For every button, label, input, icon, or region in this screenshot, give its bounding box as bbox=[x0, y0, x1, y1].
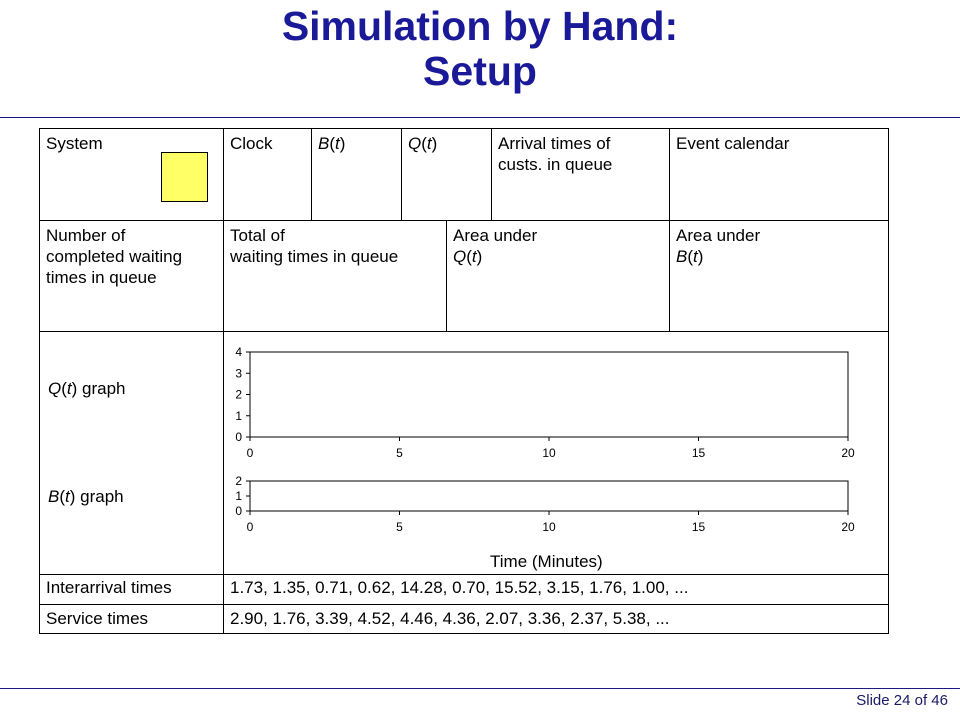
b-graph-y-tick-label: 1 bbox=[235, 489, 242, 503]
q-graph-x-tick-label: 20 bbox=[841, 446, 855, 460]
q-graph-y-tick-label: 2 bbox=[235, 387, 242, 402]
service-label: Service times bbox=[46, 609, 149, 628]
total-waiting-label: Total of waiting times in queue bbox=[230, 226, 399, 266]
q-graph-plot-area bbox=[250, 352, 848, 437]
q-graph-label: Q(t) graph bbox=[48, 379, 126, 398]
q-graph-x-tick-label: 10 bbox=[542, 446, 556, 460]
q-graph-y-tick-label: 0 bbox=[235, 430, 242, 444]
system-server-box bbox=[161, 152, 208, 202]
row-divider bbox=[40, 574, 888, 575]
event-calendar-label: Event calendar bbox=[676, 134, 790, 153]
area-under-q-label: Area under Q(t) bbox=[453, 226, 538, 266]
b-graph-plot-area bbox=[250, 481, 848, 511]
completed-waiting-label: Number of completed waiting times in queue bbox=[46, 226, 183, 287]
qt-label: Q(t) bbox=[408, 134, 438, 153]
arrival-times-label: Arrival times of custs. in queue bbox=[498, 134, 613, 174]
q-graph-x-tick-label: 0 bbox=[246, 446, 254, 460]
b-graph-x-tick-label: 10 bbox=[542, 520, 556, 534]
clock-label: Clock bbox=[230, 134, 273, 153]
bt-label: B(t) bbox=[318, 134, 346, 153]
slide-title-line1: Simulation by Hand: bbox=[281, 3, 679, 49]
q-graph-y-tick-label: 3 bbox=[235, 366, 242, 381]
b-graph-x-tick-label: 0 bbox=[246, 520, 254, 534]
b-graph-label: B(t) graph bbox=[48, 487, 124, 506]
footer-divider bbox=[0, 688, 960, 689]
time-axis-label: Time (Minutes) bbox=[490, 552, 603, 571]
area-under-b-label: Area under B(t) bbox=[676, 226, 761, 266]
service-values: 2.90, 1.76, 3.39, 4.52, 4.46, 4.36, 2.07, 3.36, 2.37, 5.38, ... bbox=[230, 609, 670, 628]
interarrival-label: Interarrival times bbox=[46, 578, 172, 597]
q-graph-y-tick-label: 4 bbox=[235, 345, 242, 359]
b-graph-x-tick-label: 5 bbox=[396, 520, 403, 534]
slide-title bbox=[0, 4, 960, 94]
slide-number: Slide 24 of 46 bbox=[856, 692, 948, 709]
q-graph-x-tick-label: 15 bbox=[691, 446, 706, 460]
col-divider bbox=[223, 574, 224, 634]
slide-title-line2: Setup bbox=[423, 48, 537, 94]
title-divider bbox=[0, 117, 960, 118]
interarrival-values: 1.73, 1.35, 0.71, 0.62, 14.28, 0.70, 15.52, 3.15, 1.76, 1.00, ... bbox=[230, 578, 689, 597]
q-graph-y-tick-label: 1 bbox=[235, 408, 242, 423]
b-graph-y-tick-label: 0 bbox=[235, 504, 242, 518]
q-graph-x-tick-label: 5 bbox=[396, 446, 403, 460]
graphs-svg bbox=[220, 340, 880, 550]
b-graph-x-tick-label: 15 bbox=[691, 520, 706, 534]
system-label: System bbox=[46, 134, 103, 153]
row-divider bbox=[40, 331, 888, 332]
b-graph-y-tick-label: 2 bbox=[235, 474, 242, 488]
row-divider bbox=[40, 604, 888, 605]
b-graph-x-tick-label: 20 bbox=[841, 520, 855, 534]
